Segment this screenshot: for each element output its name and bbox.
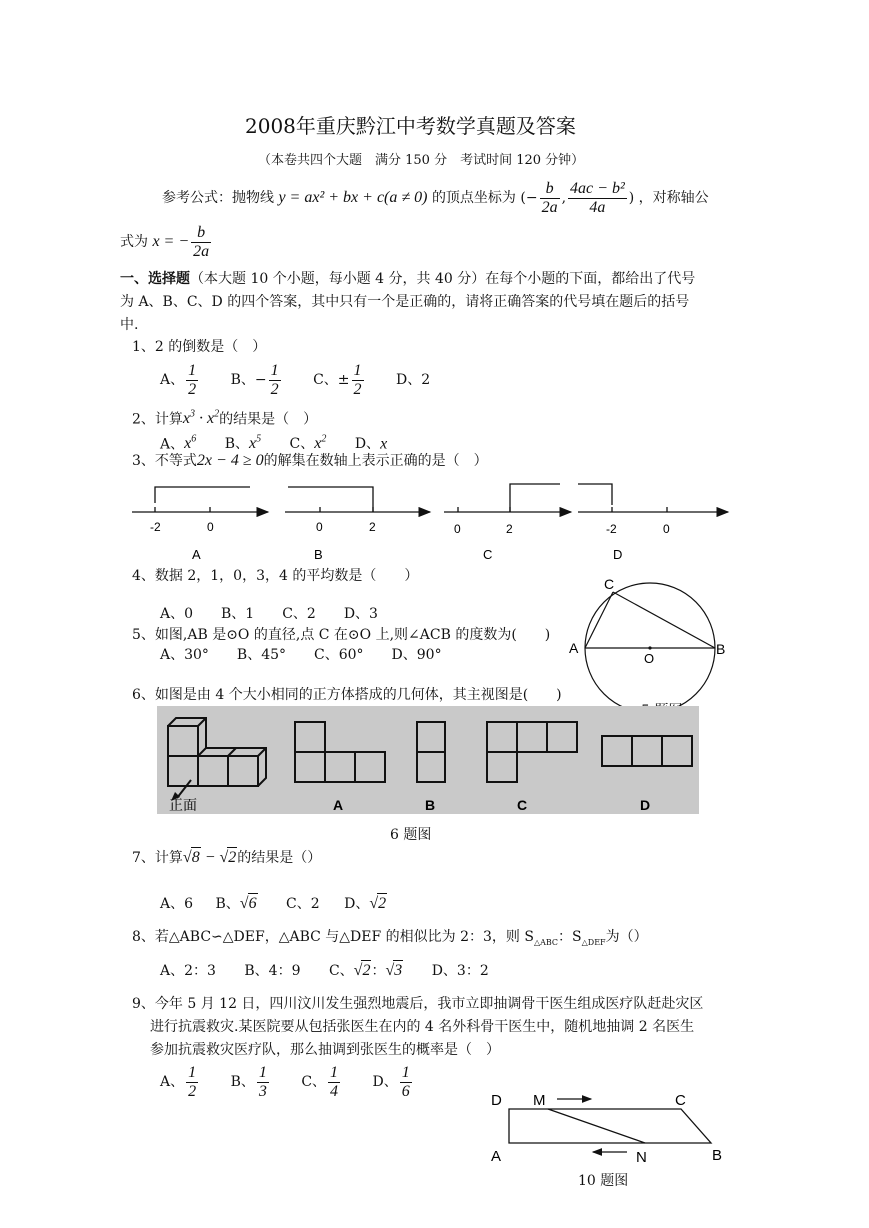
- q6-front-label: 正面: [169, 797, 197, 813]
- numberline-c: [444, 484, 571, 512]
- q10-label-b: B: [712, 1147, 723, 1164]
- q10-label-n: N: [636, 1149, 647, 1166]
- numberline-b-tick-1: 0: [316, 520, 323, 534]
- numberline-c-tick-1: 0: [454, 522, 461, 536]
- q9-options: A、 $\frac{1}{2}$ B、 $\frac{1}{3}$ C、 $\frac{1}{4}$ D、 $\frac{1}{6}$: [160, 1063, 410, 1100]
- numberline-a-tick-1: -2: [150, 520, 161, 534]
- q1-stem: 1、2 的倒数是（ ）: [132, 339, 267, 355]
- q5-label-a: A: [569, 640, 579, 656]
- section-heading: 一、选择题（本大题 10 个小题，每小题 4 分，共 40 分）在每个小题的下面，都给出了代号: [120, 271, 696, 287]
- parabola-expr: y = ax² + bx + c(a ≠ 0): [278, 189, 428, 206]
- numberline-label-c: C: [483, 547, 493, 562]
- numberline-c-tick-2: 2: [506, 522, 513, 536]
- numberline-d-tick-1: -2: [606, 522, 617, 536]
- q5-circle-figure: [565, 572, 740, 722]
- q6-caption: 6 题图: [390, 827, 432, 843]
- section-desc-3: 中.: [120, 317, 139, 333]
- q7-options: A、6 B、√6 C、2 D、√2: [160, 895, 387, 912]
- q4-stem: 4、数据 2，1，0，3，4 的平均数是（ ）: [132, 568, 419, 584]
- q10-caption: 10 题图: [578, 1173, 629, 1189]
- vertex-x-fraction: $\frac{b}{2a}$: [541, 179, 558, 216]
- q10-label-d: D: [491, 1092, 502, 1109]
- q3-number-lines: [0, 475, 869, 570]
- vertex-y-fraction: $\frac{\text{4ac − b²}}{4a}$: [570, 179, 625, 216]
- numberline-d: [578, 484, 728, 512]
- q9-line-1: 9、今年 5 月 12 日，四川汶川发生强烈地震后，我市立即抽调骨干医生组成医疗队赶赴灾区: [132, 996, 704, 1012]
- q5-options: A、30° B、45° C、60° D、90°: [160, 647, 442, 663]
- q2-stem: 2、计算$x^3 \cdot x^2$的结果是（ ）: [132, 409, 318, 428]
- axis-fraction: $\frac{b}{2a}$: [193, 223, 210, 260]
- numberline-a: [132, 487, 268, 512]
- q7-stem: 7、计算√8 − √2的结果是（）: [132, 849, 322, 866]
- q6-label-d: D: [640, 797, 651, 813]
- q9-line-2: 进行抗震救灾.某医院要从包括张医生在内的 4 名外科骨干医生中，随机地抽调 2 名医生: [150, 1019, 695, 1035]
- axis-formula: 式为 x = − $\frac{b}{2a}$: [120, 223, 210, 260]
- numberline-label-a: A: [192, 547, 201, 562]
- reference-formula: 参考公式：抛物线 y = ax² + bx + c(a ≠ 0) 的顶点坐标为 (− $\frac{b}{2a}$ , $\frac{\text{4ac − b²}}{4a}$ ) ，对称轴公: [162, 179, 709, 216]
- q6-label-a: A: [333, 797, 344, 813]
- q1-options: A、 $\frac{1}{2}$ B、− $\frac{1}{2}$ C、± $\frac{1}{2}$ D、2: [160, 361, 431, 398]
- page-title: 2008年重庆黔江中考数学真题及答案: [245, 114, 576, 138]
- numberline-b-tick-2: 2: [369, 520, 376, 534]
- q9-line-3: 参加抗震救灾医疗队，那么抽调到张医生的概率是（ ）: [150, 1042, 500, 1058]
- numberline-label-b: B: [314, 547, 323, 562]
- q3-stem: 3、不等式2x − 4 ≥ 0的解集在数轴上表示正确的是（ ）: [132, 452, 488, 469]
- q5-label-o: O: [644, 651, 655, 666]
- q8-options: A、2：3 B、4：9 C、√2：√3 D、3：2: [160, 962, 489, 979]
- q4-options: A、0 B、1 C、2 D、3: [160, 606, 378, 622]
- q10-label-c: C: [675, 1092, 686, 1109]
- q10-label-a: A: [491, 1148, 502, 1165]
- q6-figure: [157, 706, 699, 814]
- numberline-label-d: D: [613, 547, 623, 562]
- q6-stem: 6、如图是由 4 个大小相同的正方体搭成的几何体，其主视图是( ): [132, 687, 562, 703]
- q6-label-c: C: [517, 797, 528, 813]
- q5-label-c: C: [604, 576, 615, 592]
- q2-options: A、$x^6$ B、$x^5$ C、$x^2$ D、x: [160, 434, 388, 453]
- numberline-b: [285, 487, 430, 512]
- numberline-d-tick-2: 0: [663, 522, 670, 536]
- q10-trapezoid-figure: [485, 1085, 735, 1175]
- q6-label-b: B: [425, 797, 436, 813]
- page-subtitle: （本卷共四个大题 满分 150 分 考试时间 120 分钟）: [258, 153, 585, 168]
- q5-stem: 5、如图,AB 是⊙O 的直径,点 C 在⊙O 上,则∠ACB 的度数为( ): [132, 627, 551, 643]
- q5-label-b: B: [716, 641, 726, 657]
- numberline-a-tick-2: 0: [207, 520, 214, 534]
- section-desc-2: 为 A、B、C、D 的四个答案，其中只有一个是正确的，请将正确答案的代号填在题后的括号: [120, 294, 690, 310]
- q10-label-m: M: [533, 1092, 546, 1109]
- q8-stem: 8、若△ABC∽△DEF，△ABC 与△DEF 的相似比为 2：3，则 $S_{\triangle ABC}$：$S_{\triangle DEF}$为（）: [132, 929, 648, 947]
